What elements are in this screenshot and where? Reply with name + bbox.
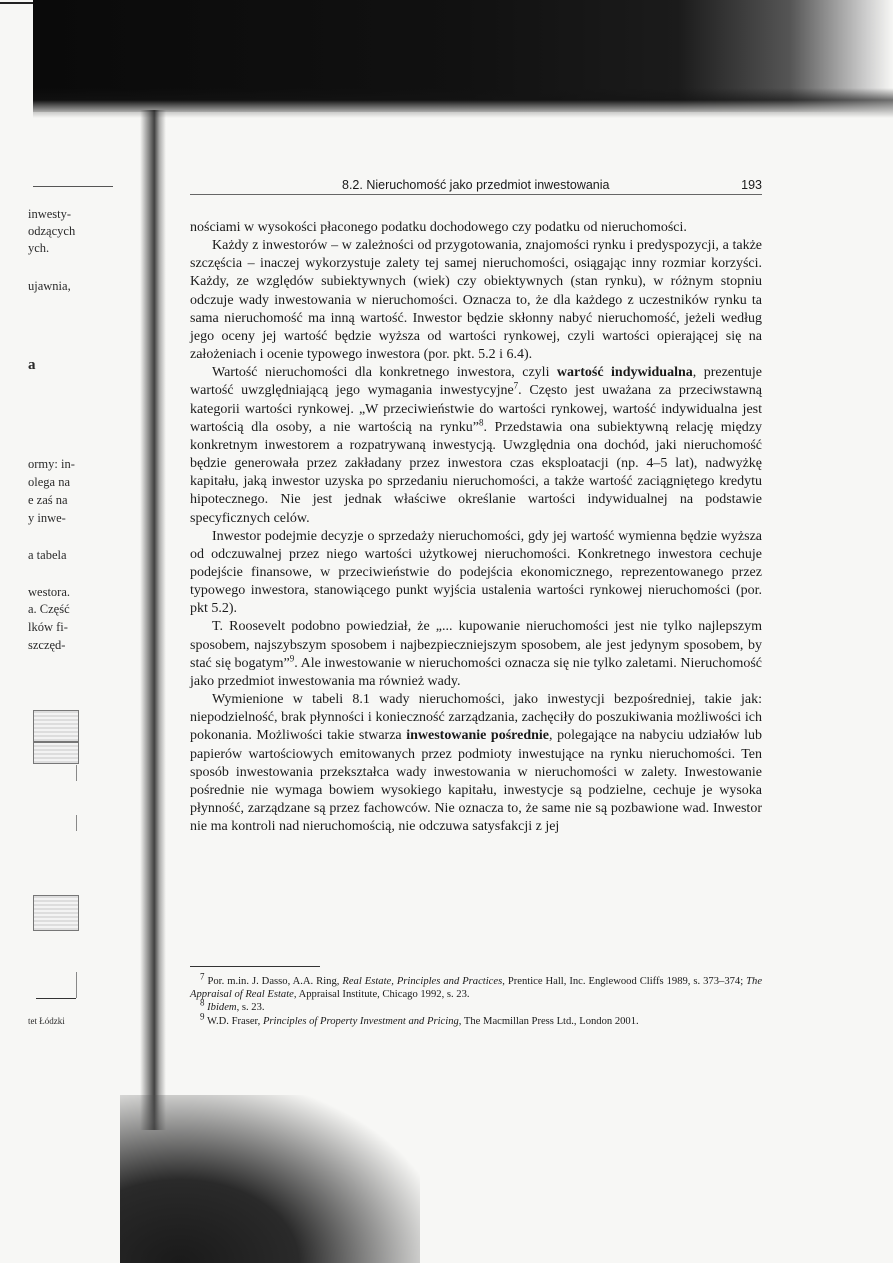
prev-fragment: a. Część [28, 602, 70, 616]
text-run: , polegające na nabyciu udziałów lub papierów wartościowych emitowanych przez podmioty inwestujące na rynku nieruchomości. Ten sposób inwestowania przekształca wady inwestowania w nieruchomości w zalety. Inwestowanie pośrednie nie wymaga bowiem wysokiego kapitału, inwestycje są podzielne, cechuje je wysoka płynność, zarządzane są przez fachowców. Nie oznacza to, że same nie są pozbawione wad. Inwestor nie ma kontroli nad nieruchomością, nie odczuwa satysfakcji z jej [190, 728, 762, 835]
text-run: Każdy z inwestorów – w zależności od przygotowania, znajomości rynku i predyspozycji, a także szczęścia – inaczej wykorzystuje zalety tej samej nieruchomości, osiągając inny rozmiar korzyści. Każdy, ze względów subiektywnych (wiek) czy obiektywnych (stan rynku), w różnym stopniu odczuje wady inwestowania w nieruchomości. Oznacza to, że dla każdego z uczestników rynku ta sama nieruchomość ma inną wartość. Inwestor będzie skłonny nabyć nieruchomość, jeżeli według jego oceny jej wartość będzie wyższa od wartości rynkowej, czyli wartości opierającej się na założeniach i ocenie typowego inwestora (por. pkt. 5.2 i 6.4). [190, 238, 762, 363]
running-title: 8.2. Nieruchomość jako przedmiot inwestowania [342, 178, 610, 192]
footnote [190, 1011, 762, 1028]
italic-title: Ibidem [207, 1002, 237, 1014]
italic-title: Principles of Property Investment and Pricing [262, 1015, 459, 1027]
prev-page-line [76, 972, 77, 998]
paragraph [190, 219, 762, 237]
paragraph [190, 618, 762, 691]
prev-fragment: westora. [28, 585, 70, 599]
bold-term: wartość indywidualna [556, 365, 693, 381]
paragraph [190, 364, 762, 527]
footnote-ref: 9 [200, 1011, 205, 1022]
text-run: , prezentuje wartość uwzględniającą jego wymagania inwestycyjne [190, 365, 763, 399]
paragraph [190, 237, 762, 364]
text-run: . Często jest uważana za przeciwstawną kategorii wartości rynkowej. „W przeciwieństwie do wartości rynkowej, wartość indywidualna jest wartością dla osoby, a nie wartością na rynku” [190, 383, 762, 435]
prev-page-table-fragment [33, 895, 79, 931]
text-run: . Przedstawia ona subiektywną relację między konkretnym inwestorem a rozpatrywaną inwestycją. Uwzględnia ona dochód, jaki nieruchomość będzie generowała przez zakładany przez inwestora czas eksploatacji (np. 4–5 lat), nadwyżkę kapitału, jaką inwestor uzyska po sprzedaniu nieruchomości, a także wartość zaciągniętego kredytu hipotecznego. Nie jest jednak właściwe określanie wartości indywidualnej na podstawie specyficznych celów. [190, 419, 762, 526]
prev-fragment: lków fi- [28, 620, 68, 634]
text-run: , The Macmillan Press Ltd., London 2001. [458, 1015, 639, 1027]
prev-page-line [76, 815, 77, 831]
running-header [190, 176, 762, 196]
italic-title: The Appraisal of Real Estate [190, 976, 763, 1001]
text-run: W.D. Fraser, [204, 1015, 263, 1027]
prev-page-rule [36, 998, 76, 999]
footnote [190, 971, 763, 1001]
header-rule [190, 194, 762, 195]
prev-fragment: y inwe- [28, 511, 66, 525]
book-spine-shadow [140, 110, 166, 1130]
paragraph [190, 528, 762, 619]
text-run: , Prentice Hall, Inc. Englewood Cliffs 1989, s. 373–374; [502, 976, 747, 987]
text-run: . Ale inwestowanie w nieruchomości oznacza się nie tylko zaletami. Nieruchomość jako przedmiot inwestowania ma również wady. [190, 655, 763, 689]
prev-fragment: ormy: in- [28, 457, 75, 471]
footnote-ref: 7 [513, 380, 519, 391]
text-run: Wartość nieruchomości dla konkretnego inwestora, czyli [212, 365, 557, 381]
page-number: 193 [741, 178, 762, 192]
main-text [190, 219, 762, 836]
prev-page-line [76, 765, 77, 781]
prev-fragment: szczęd- [28, 638, 66, 652]
prev-fragment: olega na [28, 475, 70, 489]
footnote [190, 997, 762, 1014]
prev-page-table-fragment [33, 710, 79, 742]
footnote-ref: 8 [200, 997, 205, 1008]
prev-page-rule [33, 186, 113, 187]
prev-fragment: e zaś na [28, 493, 68, 507]
text-run: nościami w wysokości płaconego podatku dochodowego czy podatku od nieruchomości. [190, 220, 687, 235]
prev-fragment: odzących [28, 224, 76, 238]
text-run: T. Roosevelt podobno powiedział, że „... kupowanie nieruchomości jest nie tylko najlepszym sposobem, najszybszym sposobem i najbezpieczniejszym sposobem, ale jest jedynym sposobem, by stać się bogatym” [190, 619, 762, 671]
prev-fragment: inwesty- [28, 207, 72, 221]
text-run: Por. m.in. J. Dasso, A.A. Ring, [204, 976, 343, 987]
text-run: , s. 23. [236, 1002, 265, 1014]
prev-fragment: a tabela [28, 548, 67, 562]
italic-title: Real Estate, Principles and Practices [342, 976, 503, 987]
prev-fragment: a [28, 357, 36, 373]
footnotes [190, 971, 763, 1028]
prev-fragment: tet Łódzki [28, 1016, 65, 1026]
text-run: Wymienione w tabeli 8.1 wady nieruchomości, jako inwestycji bezpośredniej, takie jak: niepodzielność, brak płynności i konieczność zarządzania, zachęciły do poszukiwania możliwości ich pokonania. Możliwości takie stwarza [190, 692, 762, 744]
text-run: Inwestor podejmie decyzje o sprzedaży nieruchomości, gdy jej wartość wymienna będzie wyższa od odczuwalnej przez niego wartości użytkowej nieruchomości. Konkretnego inwestora cechuje podejście finansowe, w przeciwieństwie do podejścia ekonomicznego, reprezentowanego przez typowego inwestora, stanowiącego punkt wyjścia ustalenia wartości rynkowej nieruchomości (por. pkt 5.2). [190, 528, 762, 617]
footnote-rule [190, 966, 320, 967]
footnote-ref: 7 [200, 971, 205, 982]
paragraph [190, 691, 762, 836]
prev-fragment: ych. [28, 241, 50, 255]
scan-shadow-bottom [120, 1095, 420, 1263]
footnote-ref: 8 [478, 417, 484, 428]
footnote-ref: 9 [289, 653, 295, 664]
prev-fragment: ujawnia, [28, 279, 71, 293]
bold-term: inwestowanie pośrednie [406, 728, 549, 744]
text-run: , Appraisal Institute, Chicago 1992, s. 23. [293, 989, 470, 1001]
prev-page-table-fragment [33, 742, 79, 764]
